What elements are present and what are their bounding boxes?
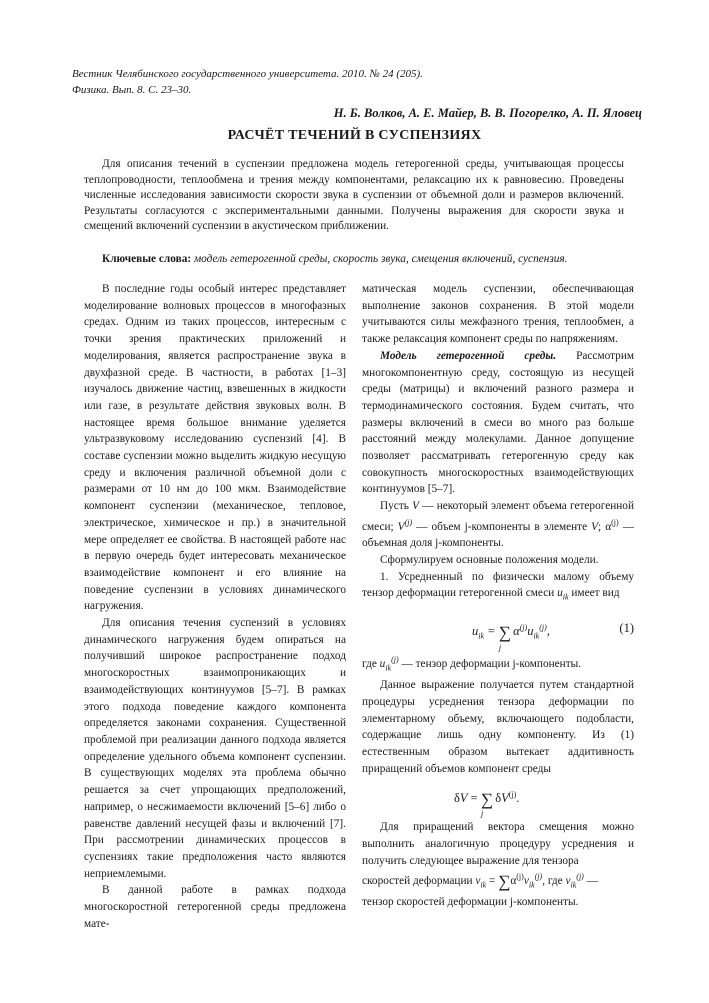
equation-1 — [362, 612, 634, 652]
paragraph: матическая модель суспензии, обеспечивающая выполнение законов сохранения. В этой модели учитываются силы межфазного трения, теплообмен, а также релаксация компонент среды по напряжениям. — [362, 283, 634, 346]
equation-body: $\delta V = \sum_j\delta V^{(j)}$. — [454, 790, 520, 819]
journal-line-2: Физика. Вып. 8. С. 23–30. — [72, 84, 192, 96]
paragraph: скоростей деформации $v_{ik} = \sum\alpha^{(j)}v_{ik}^{(j)}$, где $v_{ik}^{(j)}$ — — [362, 872, 598, 892]
math-symbol: $u_{ik}^{(j)}$ — [379, 655, 399, 673]
paragraph: Данное выражение получается путем стандартной процедуры усреднения тензора деформации по элементарному объему, включающего подобласти, содержащие лишь одну компоненту. Из (1) естественным образом вытекает аддитивность приращений объемов компонент среды — [362, 679, 634, 775]
math-symbol: $v_{ik}^{(j)}$ — [565, 872, 584, 890]
paragraph: Пусть V — некоторый элемент объема гетерогенной смеси; $V^{(j)}$ — объем j-компоненты в элементе V; $\alpha^{(j)}$ — объемная доля j-компоненты. — [362, 500, 635, 550]
math-symbol: $V^{(j)}$ — [397, 517, 413, 533]
equation-2 — [362, 781, 634, 819]
paragraph: где $u_{ik}^{(j)}$ — тензор деформации j-компоненты. — [362, 655, 582, 673]
journal-line-1: Вестник Челябинского государственного университета. 2010. № 24 (205). — [72, 68, 423, 80]
paragraph: В данной работе в рамках подхода многоскоростной гетерогенной среды предложена мате- — [84, 884, 346, 930]
abstract: Для описания течений в суспензии предложена модель гетерогенной среды, учитывающая процессы теплопроводности, теплообмена и трения между компонентами, релаксацию их к равновесию. Проведены численные исследования зависимости скорости звука в суспензии от объемной доли и размеров включений. Результаты согласуются с экспериментальными данными. Получены выражения для скорости звука и смещений включений суспензии в акустическом приближении. — [84, 158, 624, 232]
math-symbol: (j) — [611, 517, 619, 527]
math-symbol: V — [591, 520, 599, 533]
keywords-text: модель гетерогенной среды, скорость звука, смещения включений, суспензия. — [193, 253, 568, 265]
equation-number: (1) — [619, 621, 634, 636]
paragraph: Сформулируем основные положения модели. — [380, 554, 599, 567]
keywords — [84, 252, 644, 268]
paragraph — [362, 348, 634, 498]
article-title: РАСЧЁТ ТЕЧЕНИЙ В СУСПЕНЗИЯХ — [227, 128, 482, 143]
keywords-label: Ключевые слова: — [102, 253, 192, 265]
paragraph: Для описания течения суспензий в условиях динамического нагружения будем опираться на получивший широкое распространение подход многоскоростных взаимопроникающих и взаимодействующих континуумов [5–7]. В рамках этого подхода поведение каждого компонента определяется законами сохранения. Существенной проблемой при реализации данного подхода является определение удельного объема компонент суспензии. В существующих моделях эта проблема обычно решается за счет упрощающих предположений, например, о несжимаемости включений [5–6] либо о равенстве давлений несущей фазы и включений [7]. При рассмотрении динамических процессов в суспензиях такие предположения часто являются неприемлемыми. — [84, 617, 346, 880]
math-symbol: $v_{ik}$ — [475, 875, 487, 890]
equation-body: $u_{ik} = \sum_j\alpha^{(j)}u_{ik}^{(j)}$, — [472, 623, 550, 652]
paragraph: Для приращений вектора смещения можно выполнить аналогичную процедуру усреднения и получить следующее выражение для тензора — [362, 821, 634, 867]
journal-header — [72, 66, 652, 98]
section-heading: Модель гетерогенной среды. — [380, 349, 557, 362]
paragraph-text: Рассмотрим многокомпонентную среду, состоящую из несущей среды (матрицы) и включений разного размера и термодинамического состояния. Будем считать, что размеры включений в смеси во много раз больше расстояний между молекулами. Данное допущение позволяет рассматривать гетерогенную среду как совокупность многоскоростных взаимодействующих континуумов [5–7]. — [362, 349, 635, 496]
left-column — [84, 281, 346, 932]
paragraph: В последние годы особый интерес представляет моделирование волновых процессов в многофазных средах. Одним из таких процессов, интересным с точки зрения практических приложений и моделирования, является распространение звука в двухфазной среде. В частности, в работах [1–3] изучалось движение частиц, взвешенных в жидкости или газе, в результате действия звуковых волн. В настоящее время большое внимание уделяется ультразвуковому исследованию суспензий [4]. В составе суспензии можно выделить жидкую несущую среду и включения различной объемной доли с размерами от 10 нм до 100 мкм. Взаимодействие компонент суспензии (механическое, тепловое, электрическое, химическое и пр.) в значительной мере определяет ее свойства. В настоящей работе нас в первую очередь будет интересовать механическое взаимодействие компонент и его влияние на поведение суспензии в условиях динамического нагружения. — [84, 283, 346, 613]
authors: Н. Б. Волков, А. Е. Майер, В. В. Погорелко, А. П. Яловец — [333, 106, 642, 120]
paragraph: тензор скоростей деформации j-компоненты. — [362, 896, 579, 909]
paragraph: 1. Усредненный по физически малому объему тензор деформации гетерогенной смеси $u_{ik}$ имеет вид — [362, 570, 634, 602]
math-symbol: V — [412, 500, 420, 513]
math-symbol: $u_{ik}$ — [557, 587, 569, 602]
right-column — [362, 281, 634, 911]
